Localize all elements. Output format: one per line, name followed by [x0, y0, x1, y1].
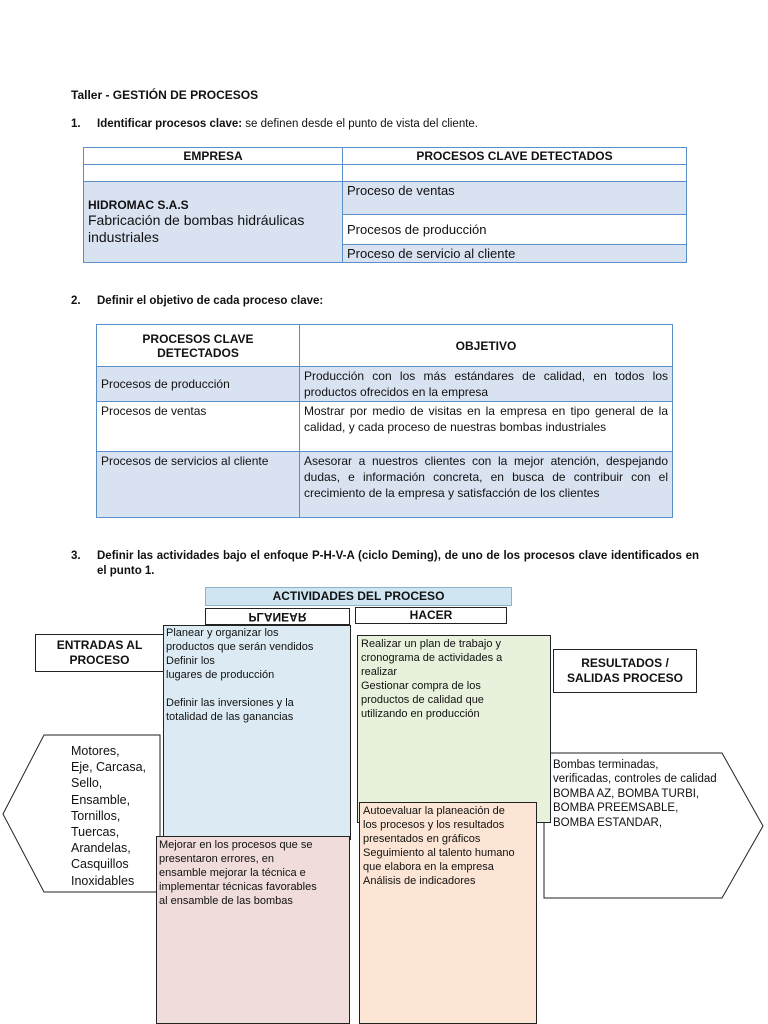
company-cell: [84, 182, 343, 263]
col-objetivo: OBJETIVO: [300, 325, 673, 367]
company-name: HIDROMAC S.A.S: [88, 198, 189, 212]
process-outputs: Bombas terminadas, verificadas, controles de calidad BOMBA AZ, BOMBA TURBI, BOMBA PREEMSABLE, BOMBA ESTANDAR,: [553, 759, 717, 829]
process-inputs: Motores, Eje, Carcasa, Sello, Ensamble, Tornillos, Tuercas, Arandelas, Casquillos Inoxidables: [71, 744, 147, 888]
section1-heading: 1. Identificar procesos clave: se definen desde el punto de vista del cliente.: [71, 118, 479, 130]
objective-process: Procesos de ventas: [97, 402, 300, 452]
col-empresa: EMPRESA: [84, 148, 343, 165]
objective-text: Mostrar por medio de visitas en la empresa en tipo general de la calidad, y cada proceso de nuestras bombas industriales: [300, 402, 673, 452]
planear-label: PLANEAR: [205, 608, 350, 625]
col-procesos-clave: PROCESOS CLAVE DETECTADOS: [97, 325, 300, 367]
activities-title-band: ACTIVIDADES DEL PROCESO: [205, 587, 512, 606]
section1-heading-bold: Identificar procesos clave:: [97, 118, 243, 130]
resultados-label: RESULTADOS / SALIDAS PROCESO: [553, 649, 697, 693]
page-title: Taller - GESTIÓN DE PROCESOS: [71, 88, 259, 102]
section3-heading: 3. Definir las actividades bajo el enfoque P-H-V-A (ciclo Deming), de uno de los procesos clave identificados en el punto 1.: [71, 550, 699, 577]
section2-heading: 2. Definir el objetivo de cada proceso clave:: [71, 295, 324, 307]
empty-cell: [84, 165, 343, 182]
verificar-box: Autoevaluar la planeación de los procesos y los resultados presentados en gráficos Seguimiento al talento humano que elabora en la empresa Análisis de indicadores: [359, 802, 537, 1024]
process-cell: Procesos de producción: [343, 215, 687, 245]
section1-heading-rest: se definen desde el punto de vista del cliente.: [242, 118, 479, 130]
objective-process: Procesos de producción: [97, 367, 300, 402]
objective-text: Asesorar a nuestros clientes con la mejor atención, despejando dudas, e información concreta, en busca de contribuir con el crecimiento de la empresa y satisfacción de los clientes: [300, 452, 673, 518]
objectives-table: [96, 324, 673, 518]
empty-cell: [343, 165, 687, 182]
objective-process: Procesos de servicios al cliente: [97, 452, 300, 518]
objective-text: Producción con los más estándares de calidad, en todos los productos ofrecidos en la empresa: [300, 367, 673, 402]
actuar-box: Mejorar en los procesos que se presentaron errores, en ensamble mejorar la técnica e implementar técnicas favorables al ensamble de las bombas: [156, 836, 350, 1024]
process-cell: Proceso de servicio al cliente: [343, 245, 687, 263]
key-processes-table: [83, 147, 687, 263]
col-procesos-clave: PROCESOS CLAVE DETECTADOS: [343, 148, 687, 165]
planear-box: Planear y organizar los productos que serán vendidos Definir los lugares de producción Definir las inversiones y la totalidad de las ganancias: [163, 625, 351, 840]
hacer-box: Realizar un plan de trabajo y cronograma de actividades a realizar Gestionar compra de los productos de calidad que utilizando en producción: [357, 635, 551, 823]
company-desc: Fabricación de bombas hidráulicas industriales: [88, 212, 305, 245]
entradas-label: ENTRADAS AL PROCESO: [35, 634, 164, 672]
hacer-label: HACER: [355, 607, 507, 624]
process-cell: Proceso de ventas: [343, 182, 687, 215]
